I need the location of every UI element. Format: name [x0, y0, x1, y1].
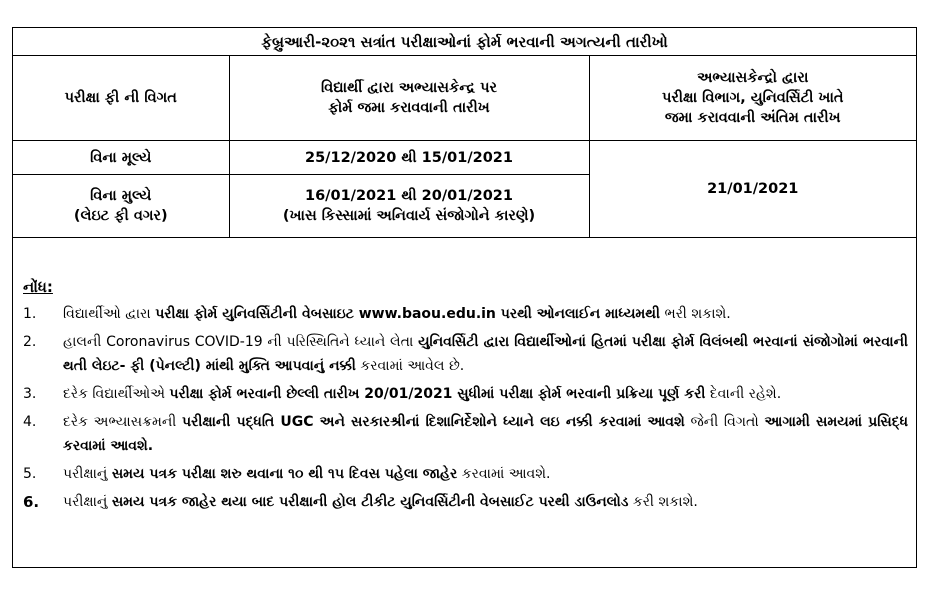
- exam-dates-table: [13, 28, 916, 238]
- note-text-regular: દેવાની રહેશે.: [705, 386, 782, 402]
- note-text-bold: આગામી સમયમાં પ્રસિદ્ધ કરવામાં આવશે.: [63, 414, 908, 454]
- header-student-submission-date: [229, 56, 589, 141]
- header-col3-line3: જમા કરાવવાની અંતિમ તારીખ: [664, 110, 841, 126]
- document-frame: [12, 27, 917, 568]
- table-title: ફેબ્રુઆરી-૨૦૨૧ સત્રાંત પરીક્ષાઓનાં ફોર્મ ભરવાની અગત્યની તારીખો: [13, 28, 916, 56]
- note-text-regular: દરેક વિદ્યાર્થીઓએ: [63, 386, 170, 402]
- note-text-regular: જેની વિગતો: [684, 414, 765, 430]
- note-text-regular: કરી શકાશે.: [628, 494, 698, 510]
- row1-fee: વિના મૂલ્યે: [13, 141, 229, 175]
- row2-dates-line1: 16/01/2021 થી 20/01/2021: [305, 188, 513, 204]
- header-col2-line1: વિદ્યાર્થી દ્વારા અભ્યાસકેન્દ્ર પર: [320, 80, 498, 96]
- note-text: [63, 302, 908, 326]
- notes-section: [13, 264, 916, 518]
- note-number: 5.: [23, 466, 37, 482]
- table-row: [13, 141, 916, 175]
- note-text-regular: કરવામાં આવેલ છે.: [355, 358, 465, 374]
- header-fee-details: પરીક્ષા ફી ની વિગત: [13, 56, 229, 141]
- note-item: [23, 410, 908, 458]
- note-item: [23, 382, 908, 406]
- note-text-regular: કરવામાં આવશે.: [457, 466, 551, 482]
- note-text: [63, 382, 908, 406]
- note-number: 1.: [23, 306, 37, 322]
- note-text-bold: સમય પત્રક પરીક્ષા શરુ થવાના ૧૦ થી ૧૫ દિવસ પહેલા જાહેર: [111, 466, 458, 482]
- note-text-bold: પરીક્ષા ફોર્મ યુનિવર્સિટીની વેબસાઇટ www.baou.edu.in પરથી ઓનલાઈન માધ્યમથી: [155, 306, 661, 322]
- row2-fee: [13, 175, 229, 238]
- header-col3-line2: પરીક્ષા વિભાગ, યુનિવર્સિટી ખાતે: [662, 90, 844, 106]
- note-text-bold: સમય પત્રક જાહેર થયા બાદ પરીક્ષાની હોલ ટીકીટ યુનિવર્સિટીની વેબસાઈટ પરથી ડાઉનલોડ: [111, 494, 629, 510]
- note-text-bold: યુનિવર્સિટી દ્વારા વિદ્યાર્થીઓનાં હિતમાં પરીક્ષા ફોર્મ વિલંબથી ભરવાનાં સંજોગોમાં ભરવાની થતી લેઇટ- ફી (પેનલ્ટી) માંથી મુક્તિ આપવાનું નક્કી: [63, 334, 909, 374]
- header-col2-line2: ફોર્મ જમા કરાવવાની તારીખ: [328, 100, 490, 116]
- header-center-final-date: [589, 56, 916, 141]
- table-header-row: [13, 56, 916, 141]
- final-date: 21/01/2021: [589, 141, 916, 238]
- note-text-regular: વિદ્યાર્થીઓ દ્વારા: [63, 306, 156, 322]
- note-text: [63, 462, 908, 486]
- note-number: 2.: [23, 334, 37, 350]
- note-text: [63, 330, 908, 378]
- row2-dates: [229, 175, 589, 238]
- note-number: 4.: [23, 414, 37, 430]
- header-col3-line1: અભ્યાસકેન્દ્રો દ્વારા: [697, 70, 809, 86]
- note-item: [23, 490, 908, 514]
- row2-dates-line2: (ખાસ કિસ્સામાં અનિવાર્ય સંજોગોને કારણે): [282, 208, 536, 224]
- row1-dates: 25/12/2020 થી 15/01/2021: [229, 141, 589, 175]
- notes-heading: નોંધ:: [23, 278, 53, 296]
- row2-fee-line2: (લેઇટ ફી વગર): [73, 208, 168, 224]
- note-text-regular: ભરી શકાશે.: [660, 306, 731, 322]
- note-text-regular: પરીક્ષાનું: [63, 494, 112, 510]
- note-text-regular: દરેક અભ્યાસક્રમની: [63, 414, 182, 430]
- notes-list: [23, 302, 908, 514]
- row2-fee-line1: વિના મુલ્યે: [90, 188, 152, 204]
- note-text-regular: હાલની Coronavirus COVID-19 ની પરિસ્થિતિને ધ્યાને લેતા: [63, 334, 419, 350]
- note-item: [23, 330, 908, 378]
- note-text: [63, 410, 908, 458]
- note-number: 6.: [23, 493, 40, 511]
- note-item: [23, 302, 908, 326]
- note-text: [63, 490, 908, 514]
- note-text-bold: પરીક્ષાની પદ્ધતિ UGC અને સરકારશ્રીનાં દિશાનિર્દેશોને ધ્યાને લઇ નક્કી કરવામાં આવશે: [182, 414, 685, 430]
- note-item: [23, 462, 908, 486]
- table-title-row: [13, 28, 916, 56]
- note-text-bold: પરીક્ષા ફોર્મ ભરવાની છેલ્લી તારીખ 20/01/2021 સુધીમાં પરીક્ષા ફોર્મ ભરવાની પ્રક્રિયા પૂર્ણ કરી: [169, 386, 706, 402]
- note-text-regular: પરીક્ષાનું: [63, 466, 112, 482]
- note-number: 3.: [23, 386, 37, 402]
